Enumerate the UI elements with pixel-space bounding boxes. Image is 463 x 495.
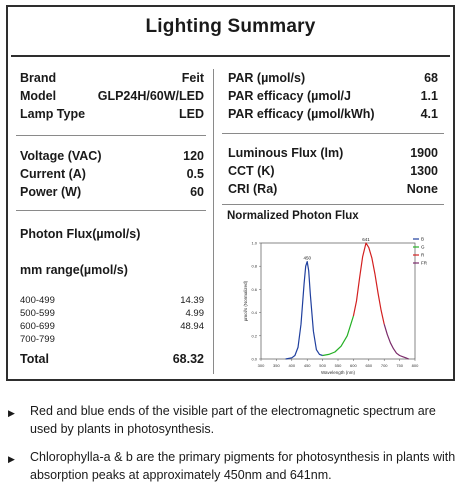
x-tick-label: 400: [288, 363, 296, 368]
model-value: GLP24H/60W/LED: [97, 89, 204, 103]
range-value: 4.99: [185, 308, 204, 319]
voltage-row: [20, 149, 204, 163]
mm-range-heading: mm range(µmol/s): [20, 263, 128, 277]
range-value: 14.39: [180, 295, 204, 306]
current-row: [20, 167, 204, 181]
par-efficacy-kwh-row: [228, 107, 438, 121]
triangle-right-icon: ▶: [8, 408, 15, 418]
legend-label: B: [421, 236, 425, 242]
series-line-b: [286, 262, 323, 359]
series-line-g: [323, 316, 354, 355]
legend-label: G: [421, 244, 425, 250]
brand-value: Feit: [181, 71, 204, 85]
x-tick-label: 500: [319, 363, 326, 368]
x-tick-label: 450: [303, 363, 311, 368]
lighting-summary-card: [6, 5, 455, 381]
luminous-flux-label: Luminous Flux (lm): [228, 146, 344, 160]
cri-value: None: [406, 182, 438, 196]
range-row: [20, 295, 204, 306]
range-label: 500-599: [20, 308, 55, 319]
brand-row: [20, 71, 204, 85]
range-row: [20, 334, 204, 345]
x-axis-label: Wavelength (nm): [320, 370, 356, 375]
par-efficacy-j-row: [228, 89, 438, 103]
total-value: 68.32: [172, 352, 204, 366]
lamp-type-row: [20, 107, 204, 121]
par-efficacy-kwh-label: PAR efficacy (µmol/kWh): [228, 107, 375, 121]
peak-label: 641: [362, 237, 370, 242]
photon-flux-heading: Photon Flux(µmol/s): [20, 227, 141, 241]
triangle-right-icon: ▶: [8, 454, 15, 464]
notes-list: [8, 402, 460, 494]
model-label: Model: [20, 89, 57, 103]
x-tick-label: 550: [334, 363, 342, 368]
title-divider: [11, 55, 450, 57]
right-divider-2: [222, 204, 444, 205]
x-tick-label: 650: [365, 363, 373, 368]
legend-label: FR: [421, 260, 427, 266]
x-tick-label: 300: [257, 363, 265, 368]
par-efficacy-j-label: PAR efficacy (µmol/J: [228, 89, 351, 103]
series-line-r: [353, 243, 384, 324]
cri-row: [228, 182, 438, 196]
x-tick-label: 700: [380, 363, 388, 368]
peak-label: 450: [303, 255, 311, 261]
total-label: Total: [20, 352, 49, 366]
par-label: PAR (µmol/s): [228, 71, 306, 85]
note-text: Chlorophylla-a & b are the primary pigments for photosynthesis in plants with absorption peaks at approximately 450nm and 641nm.: [30, 450, 456, 482]
lamp-type-value: LED: [179, 107, 204, 121]
left-divider-1: [16, 135, 206, 136]
model-row: [20, 89, 204, 103]
range-label: 400-499: [20, 295, 55, 306]
x-tick-label: 750: [396, 363, 403, 368]
y-tick-label: 0.8: [251, 263, 257, 269]
luminous-flux-value: 1900: [410, 146, 438, 160]
cct-value: 1300: [410, 164, 438, 178]
column-divider: [213, 69, 214, 374]
power-label: Power (W): [20, 185, 82, 199]
brand-label: Brand: [20, 71, 57, 85]
range-label: 700-799: [20, 334, 55, 345]
par-row: [228, 71, 438, 85]
range-row: [20, 308, 204, 319]
total-row: [20, 352, 204, 366]
y-tick-label: 1.0: [251, 240, 257, 246]
cri-label: CRI (Ra): [228, 182, 278, 196]
legend-label: R: [421, 252, 425, 258]
power-row: [20, 185, 204, 199]
right-divider-1: [222, 133, 444, 134]
par-efficacy-kwh-value: 4.1: [420, 107, 438, 121]
x-tick-label: 350: [273, 363, 280, 368]
par-value: 68: [424, 71, 438, 85]
note-item: [8, 448, 460, 484]
plot-frame: [261, 243, 415, 359]
y-axis-label: µmol/s (Normalized): [243, 280, 248, 322]
par-efficacy-j-value: 1.1: [420, 89, 438, 103]
cct-label: CCT (K): [228, 164, 275, 178]
voltage-value: 120: [183, 149, 204, 163]
note-text: Red and blue ends of the visible part of the electromagnetic spectrum are used by plants in photosynthesis.: [30, 404, 436, 436]
range-label: 600-699: [20, 321, 55, 332]
cct-row: [228, 164, 438, 178]
y-tick-label: 0.0: [251, 356, 257, 362]
range-value: 48.94: [180, 321, 204, 332]
voltage-label: Voltage (VAC): [20, 149, 102, 163]
current-label: Current (A): [20, 167, 86, 181]
left-divider-2: [16, 210, 206, 211]
chart-title: Normalized Photon Flux: [227, 210, 359, 222]
current-value: 0.5: [186, 167, 204, 181]
x-tick-label: 800: [411, 363, 419, 368]
y-tick-label: 0.4: [251, 310, 257, 316]
y-tick-label: 0.6: [251, 286, 257, 292]
y-tick-label: 0.2: [251, 333, 257, 339]
series-line-fr: [384, 324, 409, 359]
photon-flux-chart: [219, 229, 427, 377]
card-title: Lighting Summary: [145, 16, 316, 37]
power-value: 60: [190, 185, 204, 199]
lamp-type-label: Lamp Type: [20, 107, 86, 121]
x-tick-label: 600: [350, 363, 357, 368]
luminous-flux-row: [228, 146, 438, 160]
range-row: [20, 321, 204, 332]
note-item: [8, 402, 460, 438]
